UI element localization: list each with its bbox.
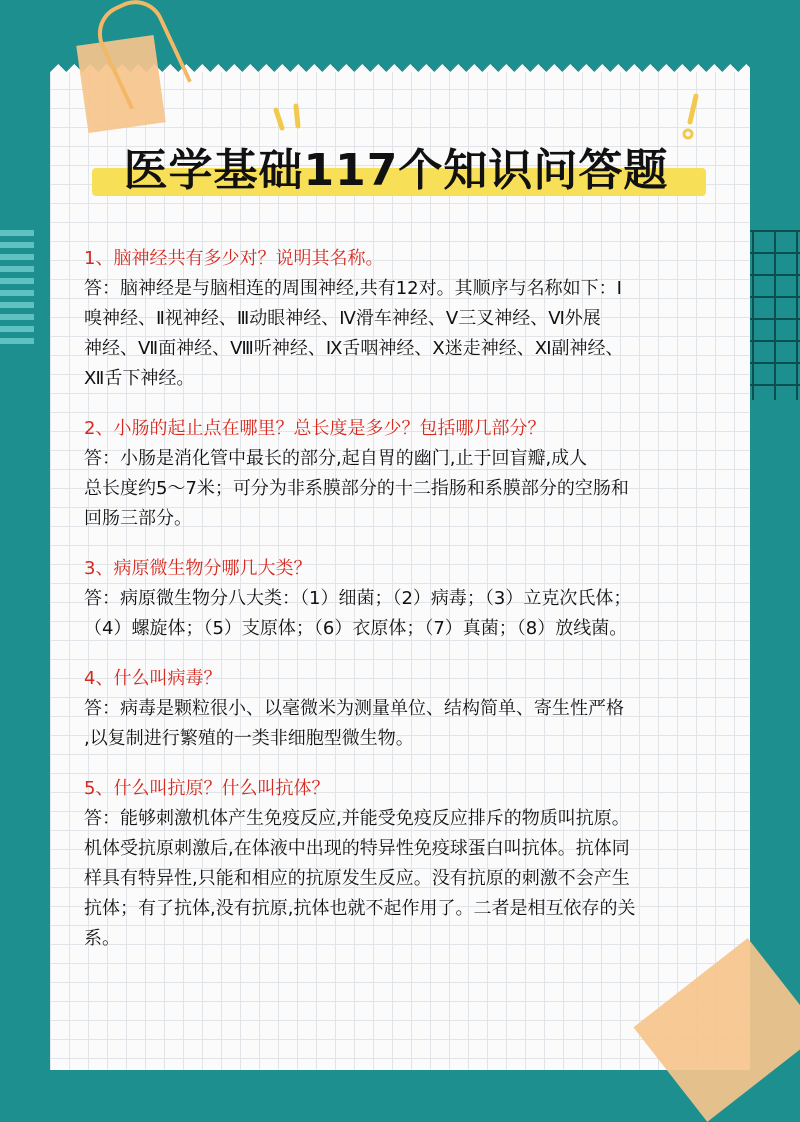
answer-line: ,以复制进行繁殖的一类非细胞型微生物。 [84, 728, 414, 749]
qa-item-2 [84, 414, 744, 534]
answer-line: 总长度约5～7米；可分为非系膜部分的十二指肠和系膜部分的空肠和 [84, 478, 629, 499]
qa-item-4 [84, 664, 744, 754]
qa-item-5 [84, 774, 744, 954]
question: 1、脑神经共有多少对？说明其名称。 [84, 248, 384, 269]
answer-line: 系。 [84, 928, 120, 949]
sparkle-icon [270, 98, 330, 138]
qa-item-3 [84, 554, 744, 644]
page-title: 医学基础117个知识问答题 [123, 145, 669, 196]
question: 5、什么叫抗原？什么叫抗体？ [84, 778, 330, 799]
answer-line: 答：脑神经是与脑相连的周围神经,共有12对。其顺序与名称如下：Ⅰ [84, 278, 622, 299]
title-block [86, 136, 706, 206]
answer-line: Ⅻ舌下神经。 [84, 368, 195, 389]
answer-line: 机体受抗原刺激后,在体液中出现的特异性免疫球蛋白叫抗体。抗体同 [84, 838, 630, 859]
answer-line: 答：能够刺激机体产生免疫反应,并能受免疫反应排斥的物质叫抗原。 [84, 808, 630, 829]
answer-line: 答：小肠是消化管中最长的部分,起自胃的幽门,止于回盲瓣,成人 [84, 448, 588, 469]
answer-line: 答：病原微生物分八大类：（1）细菌；（2）病毒；（3）立克次氏体； [84, 588, 632, 609]
answer-line: 抗体；有了抗体,没有抗原,抗体也就不起作用了。二者是相互依存的关 [84, 898, 636, 919]
answer-line: 神经、Ⅶ面神经、Ⅷ听神经、Ⅸ舌咽神经、Ⅹ迷走神经、Ⅺ副神经、 [84, 338, 624, 359]
qa-item-1 [84, 244, 744, 394]
answer-line: 嗅神经、Ⅱ视神经、Ⅲ动眼神经、Ⅳ滑车神经、Ⅴ三叉神经、Ⅵ外展 [84, 308, 601, 329]
exclamation-icon [678, 92, 708, 142]
question: 4、什么叫病毒？ [84, 668, 222, 689]
answer-line: 回肠三部分。 [84, 508, 192, 529]
answer-line: 样具有特异性,只能和相应的抗原发生反应。没有抗原的刺激不会产生 [84, 868, 630, 889]
question: 3、病原微生物分哪几大类？ [84, 558, 312, 579]
background-stripes [0, 230, 34, 350]
answer-line: 答：病毒是颗粒很小、以毫微米为测量单位、结构简单、寄生性严格 [84, 698, 624, 719]
question: 2、小肠的起止点在哪里？总长度是多少？包括哪几部分？ [84, 418, 546, 439]
qa-list [84, 244, 744, 974]
answer-line: （4）螺旋体；（5）支原体；（6）衣原体；（7）真菌；（8）放线菌。 [84, 618, 628, 639]
